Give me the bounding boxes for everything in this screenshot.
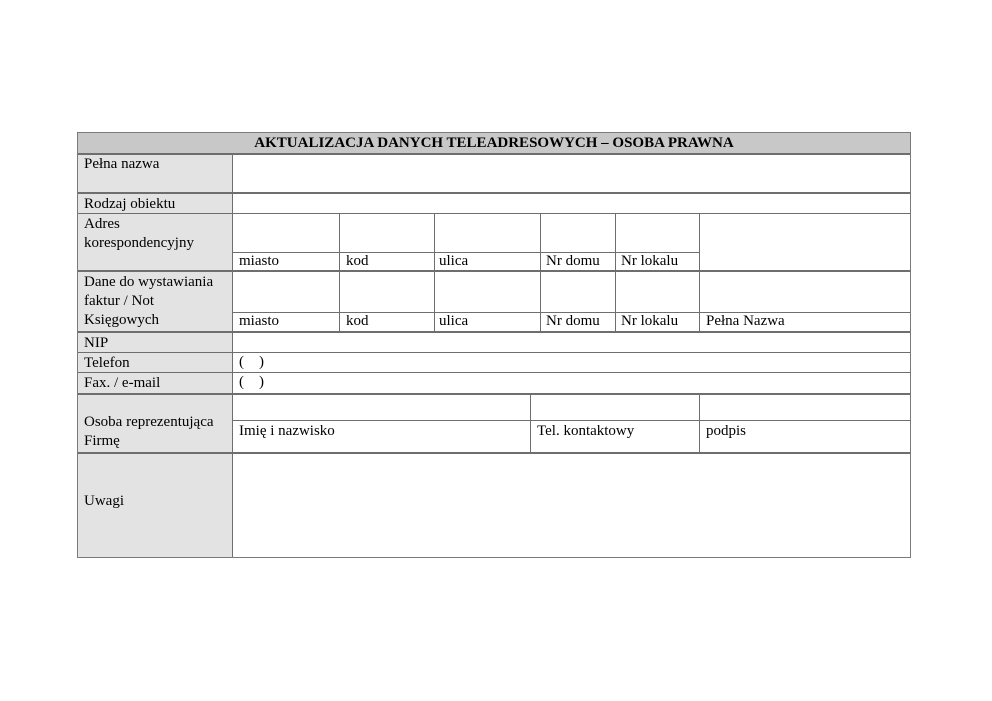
- divider: [78, 192, 910, 194]
- invoice-full-name-field[interactable]: [700, 272, 910, 312]
- divider: [699, 272, 700, 332]
- label-remarks: Uwagi: [78, 454, 232, 557]
- representative-name-field[interactable]: [233, 395, 530, 420]
- object-type-field[interactable]: [233, 194, 910, 213]
- invoice-city-field[interactable]: [233, 272, 339, 312]
- representative-phone-label: Tel. kontaktowy: [537, 423, 635, 439]
- label-representative: Osoba reprezentująca Firmę: [78, 395, 232, 452]
- divider: [540, 214, 541, 271]
- invoice-full-name-label: Pełna Nazwa: [706, 313, 785, 329]
- invoice-street-field[interactable]: [435, 272, 540, 312]
- nip-field[interactable]: [233, 333, 910, 352]
- representative-name-label: Imię i nazwisko: [239, 423, 335, 439]
- representative-signature-field[interactable]: [700, 395, 910, 420]
- divider: [339, 272, 340, 332]
- divider: [232, 312, 910, 313]
- contact-data-update-form: [77, 132, 911, 558]
- corr-postal-code-field[interactable]: [340, 214, 434, 252]
- label-phone: Telefon: [78, 353, 232, 372]
- invoice-apartment-no-label: Nr lokalu: [621, 313, 679, 329]
- corr-apartment-no-label: Nr lokalu: [621, 253, 679, 269]
- invoice-city-label: miasto: [239, 313, 279, 329]
- divider: [78, 372, 910, 373]
- fax-prefix: ( ): [239, 374, 264, 390]
- divider: [615, 214, 616, 271]
- divider: [78, 352, 910, 353]
- representative-phone-field[interactable]: [531, 395, 699, 420]
- label-invoice-data: Dane do wystawiania faktur / Not Księgowych: [78, 272, 232, 331]
- divider: [530, 395, 531, 453]
- phone-field[interactable]: [233, 353, 910, 372]
- label-correspondence-address: Adres korespondencyjny: [78, 214, 232, 270]
- divider: [78, 270, 910, 272]
- corr-house-no-field[interactable]: [541, 214, 615, 252]
- divider: [434, 272, 435, 332]
- invoice-apartment-no-field[interactable]: [616, 272, 699, 312]
- fax-email-field[interactable]: [233, 373, 910, 393]
- label-object-type: Rodzaj obiektu: [78, 194, 232, 213]
- corr-apartment-no-field[interactable]: [616, 214, 699, 252]
- invoice-house-no-label: Nr domu: [546, 313, 600, 329]
- label-nip: NIP: [78, 333, 232, 352]
- corr-city-field[interactable]: [233, 214, 339, 252]
- divider: [434, 214, 435, 271]
- invoice-house-no-field[interactable]: [541, 272, 615, 312]
- corr-city-label: miasto: [239, 253, 279, 269]
- divider: [232, 420, 910, 421]
- invoice-postal-code-field[interactable]: [340, 272, 434, 312]
- label-fax-email: Fax. / e-mail: [78, 373, 232, 393]
- divider: [615, 272, 616, 332]
- representative-signature-label: podpis: [706, 423, 747, 439]
- divider: [699, 214, 700, 271]
- invoice-postal-code-label: kod: [346, 313, 369, 329]
- divider: [540, 272, 541, 332]
- form-title: AKTUALIZACJA DANYCH TELEADRESOWYCH – OSOBA PRAWNA: [78, 133, 910, 154]
- corr-street-field[interactable]: [435, 214, 540, 252]
- divider: [339, 214, 340, 271]
- divider: [78, 393, 910, 395]
- divider: [78, 331, 910, 333]
- divider: [232, 252, 700, 253]
- invoice-street-label: ulica: [439, 313, 469, 329]
- full-name-field[interactable]: [233, 154, 910, 192]
- phone-prefix: ( ): [239, 354, 264, 370]
- corr-postal-code-label: kod: [346, 253, 369, 269]
- divider: [699, 395, 700, 453]
- divider: [232, 154, 233, 557]
- remarks-field[interactable]: [233, 454, 910, 557]
- divider: [78, 213, 910, 214]
- corr-house-no-label: Nr domu: [546, 253, 600, 269]
- corr-street-label: ulica: [439, 253, 469, 269]
- label-full-name: Pełna nazwa: [78, 154, 232, 192]
- divider: [78, 153, 910, 155]
- divider: [78, 452, 910, 454]
